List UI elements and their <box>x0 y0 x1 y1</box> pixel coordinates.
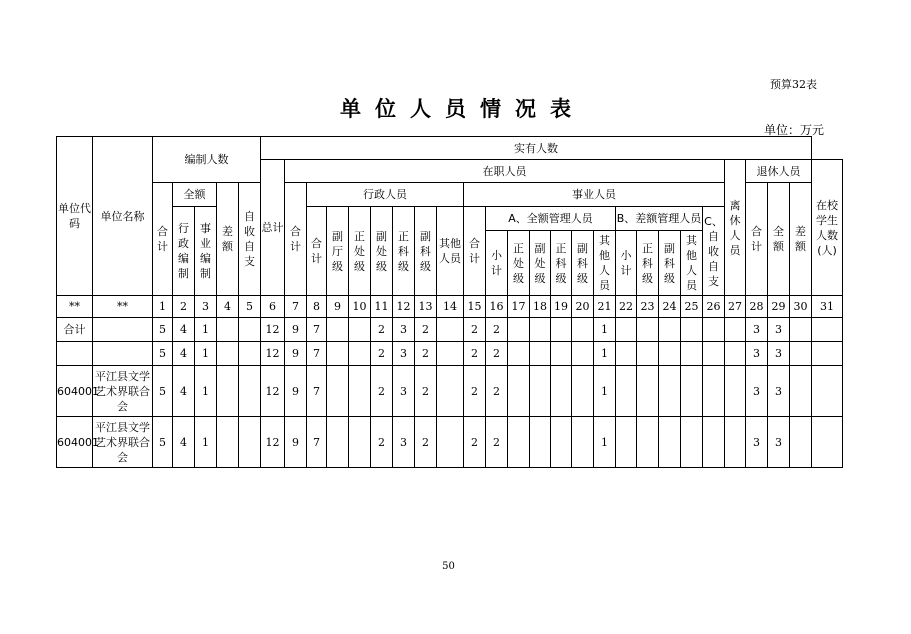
value-cell-col-25 <box>681 366 703 417</box>
header-tuixiu: 退休人员 <box>746 160 812 183</box>
column-number: 21 <box>594 296 616 318</box>
value-cell-col-1: 5 <box>153 366 173 417</box>
value-cell-col-6: 12 <box>261 417 285 468</box>
value-cell-col-21: 1 <box>594 342 616 366</box>
header-xz-zheng-chu: 正处级 <box>349 207 371 296</box>
value-cell-col-25 <box>681 318 703 342</box>
unit-code-cell: 合计 <box>57 318 93 342</box>
value-cell-col-11: 2 <box>371 342 393 366</box>
unit-label: 单位：万元 <box>764 123 825 137</box>
value-cell-col-2: 4 <box>173 366 195 417</box>
value-cell-col-12: 3 <box>393 342 415 366</box>
value-cell-col-17 <box>508 318 530 342</box>
value-cell-col-3: 1 <box>195 318 217 342</box>
column-number: 30 <box>790 296 812 318</box>
value-cell-col-6: 12 <box>261 366 285 417</box>
value-cell-col-4 <box>217 318 239 342</box>
column-number: 8 <box>307 296 327 318</box>
header-b-qita: 其他人员 <box>681 231 703 296</box>
value-cell-col-30 <box>790 318 812 342</box>
value-cell-col-17 <box>508 417 530 468</box>
value-cell-col-2: 4 <box>173 342 195 366</box>
value-cell-col-14 <box>437 342 464 366</box>
value-cell-col-4 <box>217 417 239 468</box>
value-cell-col-1: 5 <box>153 417 173 468</box>
header-unit-name: 单位名称 <box>93 137 153 296</box>
unit-name-cell <box>93 342 153 366</box>
header-xz-fu-ting: 副厅级 <box>327 207 349 296</box>
value-cell-col-24 <box>659 417 681 468</box>
value-cell-col-31 <box>812 417 843 468</box>
value-cell-col-14 <box>437 417 464 468</box>
value-cell-col-28: 3 <box>746 366 768 417</box>
column-number: 25 <box>681 296 703 318</box>
value-cell-col-15: 2 <box>464 318 486 342</box>
value-cell-col-23 <box>637 366 659 417</box>
column-number: 20 <box>572 296 594 318</box>
value-cell-col-25 <box>681 342 703 366</box>
column-number: 3 <box>195 296 217 318</box>
header-shiyou: 实有人数 <box>261 137 812 160</box>
value-cell-col-30 <box>790 417 812 468</box>
value-cell-col-21: 1 <box>594 318 616 342</box>
value-cell-col-4 <box>217 366 239 417</box>
column-number: 10 <box>349 296 371 318</box>
column-number: 14 <box>437 296 464 318</box>
header-a-fu-chu: 副处级 <box>530 231 551 296</box>
unit-code-cell: 604001 <box>57 366 93 417</box>
value-cell-col-13: 2 <box>415 318 437 342</box>
unit-code-cell <box>57 342 93 366</box>
header-lixiu: 离休人员 <box>725 160 746 296</box>
value-cell-col-31 <box>812 318 843 342</box>
page-title: 单位人员情况表 <box>340 97 585 121</box>
value-cell-col-28: 3 <box>746 417 768 468</box>
unit-name-cell: 平江县文学艺术界联合会 <box>93 366 153 417</box>
header-a-zheng-chu: 正处级 <box>508 231 530 296</box>
value-cell-col-23 <box>637 417 659 468</box>
value-cell-col-7: 9 <box>285 318 307 342</box>
unit-code-cell: 604001 <box>57 417 93 468</box>
personnel-table <box>56 136 843 468</box>
value-cell-col-9 <box>327 366 349 417</box>
value-cell-col-25 <box>681 417 703 468</box>
column-number: 12 <box>393 296 415 318</box>
header-xingzheng-renyuan: 行政人员 <box>307 183 464 207</box>
value-cell-col-29: 3 <box>768 318 790 342</box>
value-cell-col-14 <box>437 366 464 417</box>
unit-name-cell: 平江县文学艺术界联合会 <box>93 417 153 468</box>
value-cell-col-9 <box>327 318 349 342</box>
column-number: 4 <box>217 296 239 318</box>
value-cell-col-24 <box>659 318 681 342</box>
value-cell-col-18 <box>530 417 551 468</box>
value-cell-col-24 <box>659 342 681 366</box>
value-cell-col-10 <box>349 366 371 417</box>
column-number: 27 <box>725 296 746 318</box>
value-cell-col-6: 12 <box>261 342 285 366</box>
value-cell-col-26 <box>703 417 725 468</box>
value-cell-col-18 <box>530 342 551 366</box>
column-number: ** <box>57 296 93 318</box>
value-cell-col-16: 2 <box>486 342 508 366</box>
column-number: 19 <box>551 296 572 318</box>
value-cell-col-31 <box>812 366 843 417</box>
value-cell-col-3: 1 <box>195 417 217 468</box>
column-number: 16 <box>486 296 508 318</box>
value-cell-col-23 <box>637 318 659 342</box>
value-cell-col-16: 2 <box>486 417 508 468</box>
header-b-zheng-ke: 正科级 <box>637 231 659 296</box>
value-cell-col-8: 7 <box>307 366 327 417</box>
column-number: 11 <box>371 296 393 318</box>
header-xz-fu-chu: 副处级 <box>371 207 393 296</box>
value-cell-col-19 <box>551 366 572 417</box>
column-number: 6 <box>261 296 285 318</box>
value-cell-col-5 <box>239 318 261 342</box>
header-sy-heji: 合计 <box>464 207 486 296</box>
header-shiye-renyuan: 事业人员 <box>464 183 725 207</box>
value-cell-col-11: 2 <box>371 417 393 468</box>
column-number: 26 <box>703 296 725 318</box>
header-zaixiao: 在校学生人数(人) <box>812 160 843 296</box>
header-tuixiu-heji: 合计 <box>746 183 768 296</box>
value-cell-col-1: 5 <box>153 342 173 366</box>
value-cell-col-5 <box>239 366 261 417</box>
column-number: 7 <box>285 296 307 318</box>
value-cell-col-28: 3 <box>746 318 768 342</box>
value-cell-col-13: 2 <box>415 417 437 468</box>
header-tuixiu-chae: 差额 <box>790 183 812 296</box>
value-cell-col-12: 3 <box>393 318 415 342</box>
value-cell-col-21: 1 <box>594 366 616 417</box>
value-cell-col-29: 3 <box>768 417 790 468</box>
value-cell-col-5 <box>239 342 261 366</box>
value-cell-col-12: 3 <box>393 417 415 468</box>
column-number: 15 <box>464 296 486 318</box>
value-cell-col-8: 7 <box>307 417 327 468</box>
header-shiye-bianzhi: 事业编制 <box>195 207 217 296</box>
column-number: 1 <box>153 296 173 318</box>
value-cell-col-9 <box>327 342 349 366</box>
value-cell-col-14 <box>437 318 464 342</box>
page-number: 50 <box>442 561 455 572</box>
column-number: 22 <box>616 296 637 318</box>
value-cell-col-27 <box>725 342 746 366</box>
value-cell-col-10 <box>349 417 371 468</box>
value-cell-col-4 <box>217 342 239 366</box>
value-cell-col-27 <box>725 366 746 417</box>
header-a-xiaoji: 小计 <box>486 231 508 296</box>
value-cell-col-27 <box>725 417 746 468</box>
column-number: 13 <box>415 296 437 318</box>
column-number: 2 <box>173 296 195 318</box>
value-cell-col-22 <box>616 342 637 366</box>
value-cell-col-2: 4 <box>173 318 195 342</box>
value-cell-col-8: 7 <box>307 342 327 366</box>
value-cell-col-22 <box>616 318 637 342</box>
value-cell-col-15: 2 <box>464 366 486 417</box>
value-cell-col-10 <box>349 342 371 366</box>
value-cell-col-15: 2 <box>464 417 486 468</box>
value-cell-col-11: 2 <box>371 318 393 342</box>
table-row <box>57 366 843 417</box>
value-cell-col-13: 2 <box>415 342 437 366</box>
value-cell-col-18 <box>530 318 551 342</box>
value-cell-col-17 <box>508 366 530 417</box>
header-a-zheng-ke: 正科级 <box>551 231 572 296</box>
value-cell-col-18 <box>530 366 551 417</box>
value-cell-col-19 <box>551 342 572 366</box>
value-cell-col-31 <box>812 342 843 366</box>
column-number: ** <box>93 296 153 318</box>
header-chae-guanli: B、差额管理人员 <box>616 207 703 231</box>
value-cell-col-30 <box>790 342 812 366</box>
header-quane: 全额 <box>173 183 217 207</box>
header-xz-zheng-ke: 正科级 <box>393 207 415 296</box>
value-cell-col-3: 1 <box>195 342 217 366</box>
value-cell-col-11: 2 <box>371 366 393 417</box>
header-quane-guanli: A、全额管理人员 <box>486 207 616 231</box>
unit-name-cell <box>93 318 153 342</box>
value-cell-col-8: 7 <box>307 318 327 342</box>
header-b-fu-ke: 副科级 <box>659 231 681 296</box>
value-cell-col-28: 3 <box>746 342 768 366</box>
column-number: 17 <box>508 296 530 318</box>
column-number: 31 <box>812 296 843 318</box>
value-cell-col-5 <box>239 417 261 468</box>
value-cell-col-7: 9 <box>285 417 307 468</box>
header-xz-qita: 其他人员 <box>437 207 464 296</box>
value-cell-col-20 <box>572 366 594 417</box>
form-number: 预算32表 <box>770 78 817 91</box>
header-bianzhi: 编制人数 <box>153 137 261 183</box>
value-cell-col-21: 1 <box>594 417 616 468</box>
column-number: 24 <box>659 296 681 318</box>
value-cell-col-19 <box>551 318 572 342</box>
table-row <box>57 342 843 366</box>
header-b-xiaoji: 小计 <box>616 231 637 296</box>
header-zishou-zizhi: 自收自支 <box>239 183 261 296</box>
value-cell-col-13: 2 <box>415 366 437 417</box>
table-row <box>57 318 843 342</box>
value-cell-col-16: 2 <box>486 318 508 342</box>
column-number-row <box>57 296 843 318</box>
value-cell-col-26 <box>703 342 725 366</box>
column-number: 23 <box>637 296 659 318</box>
column-number: 28 <box>746 296 768 318</box>
value-cell-col-20 <box>572 342 594 366</box>
value-cell-col-30 <box>790 366 812 417</box>
value-cell-col-26 <box>703 318 725 342</box>
value-cell-col-23 <box>637 342 659 366</box>
value-cell-col-26 <box>703 366 725 417</box>
value-cell-col-20 <box>572 417 594 468</box>
column-number: 5 <box>239 296 261 318</box>
value-cell-col-19 <box>551 417 572 468</box>
value-cell-col-1: 5 <box>153 318 173 342</box>
value-cell-col-12: 3 <box>393 366 415 417</box>
value-cell-col-16: 2 <box>486 366 508 417</box>
header-a-qita: 其他人员 <box>594 231 616 296</box>
header-zaizhi-heji: 合计 <box>285 183 307 296</box>
header-xingzheng-bianzhi: 行政编制 <box>173 207 195 296</box>
header-bianzhi-heji: 合计 <box>153 183 173 296</box>
header-zaizhi: 在职人员 <box>285 160 725 183</box>
column-number: 29 <box>768 296 790 318</box>
value-cell-col-17 <box>508 342 530 366</box>
value-cell-col-29: 3 <box>768 342 790 366</box>
value-cell-col-7: 9 <box>285 342 307 366</box>
table-row <box>57 417 843 468</box>
value-cell-col-27 <box>725 318 746 342</box>
value-cell-col-15: 2 <box>464 342 486 366</box>
value-cell-col-3: 1 <box>195 366 217 417</box>
value-cell-col-2: 4 <box>173 417 195 468</box>
header-unit-code: 单位代码 <box>57 137 93 296</box>
value-cell-col-10 <box>349 318 371 342</box>
header-chae: 差额 <box>217 183 239 296</box>
value-cell-col-20 <box>572 318 594 342</box>
value-cell-col-24 <box>659 366 681 417</box>
header-xz-heji: 合计 <box>307 207 327 296</box>
value-cell-col-22 <box>616 366 637 417</box>
header-xz-fu-ke: 副科级 <box>415 207 437 296</box>
column-number: 18 <box>530 296 551 318</box>
column-number: 9 <box>327 296 349 318</box>
value-cell-col-9 <box>327 417 349 468</box>
value-cell-col-22 <box>616 417 637 468</box>
header-tuixiu-quane: 全额 <box>768 183 790 296</box>
header-zishou-guanli: C、自收自支 <box>703 207 725 296</box>
header-a-fu-ke: 副科级 <box>572 231 594 296</box>
header-zongji: 总计 <box>261 160 285 296</box>
value-cell-col-29: 3 <box>768 366 790 417</box>
value-cell-col-6: 12 <box>261 318 285 342</box>
value-cell-col-7: 9 <box>285 366 307 417</box>
